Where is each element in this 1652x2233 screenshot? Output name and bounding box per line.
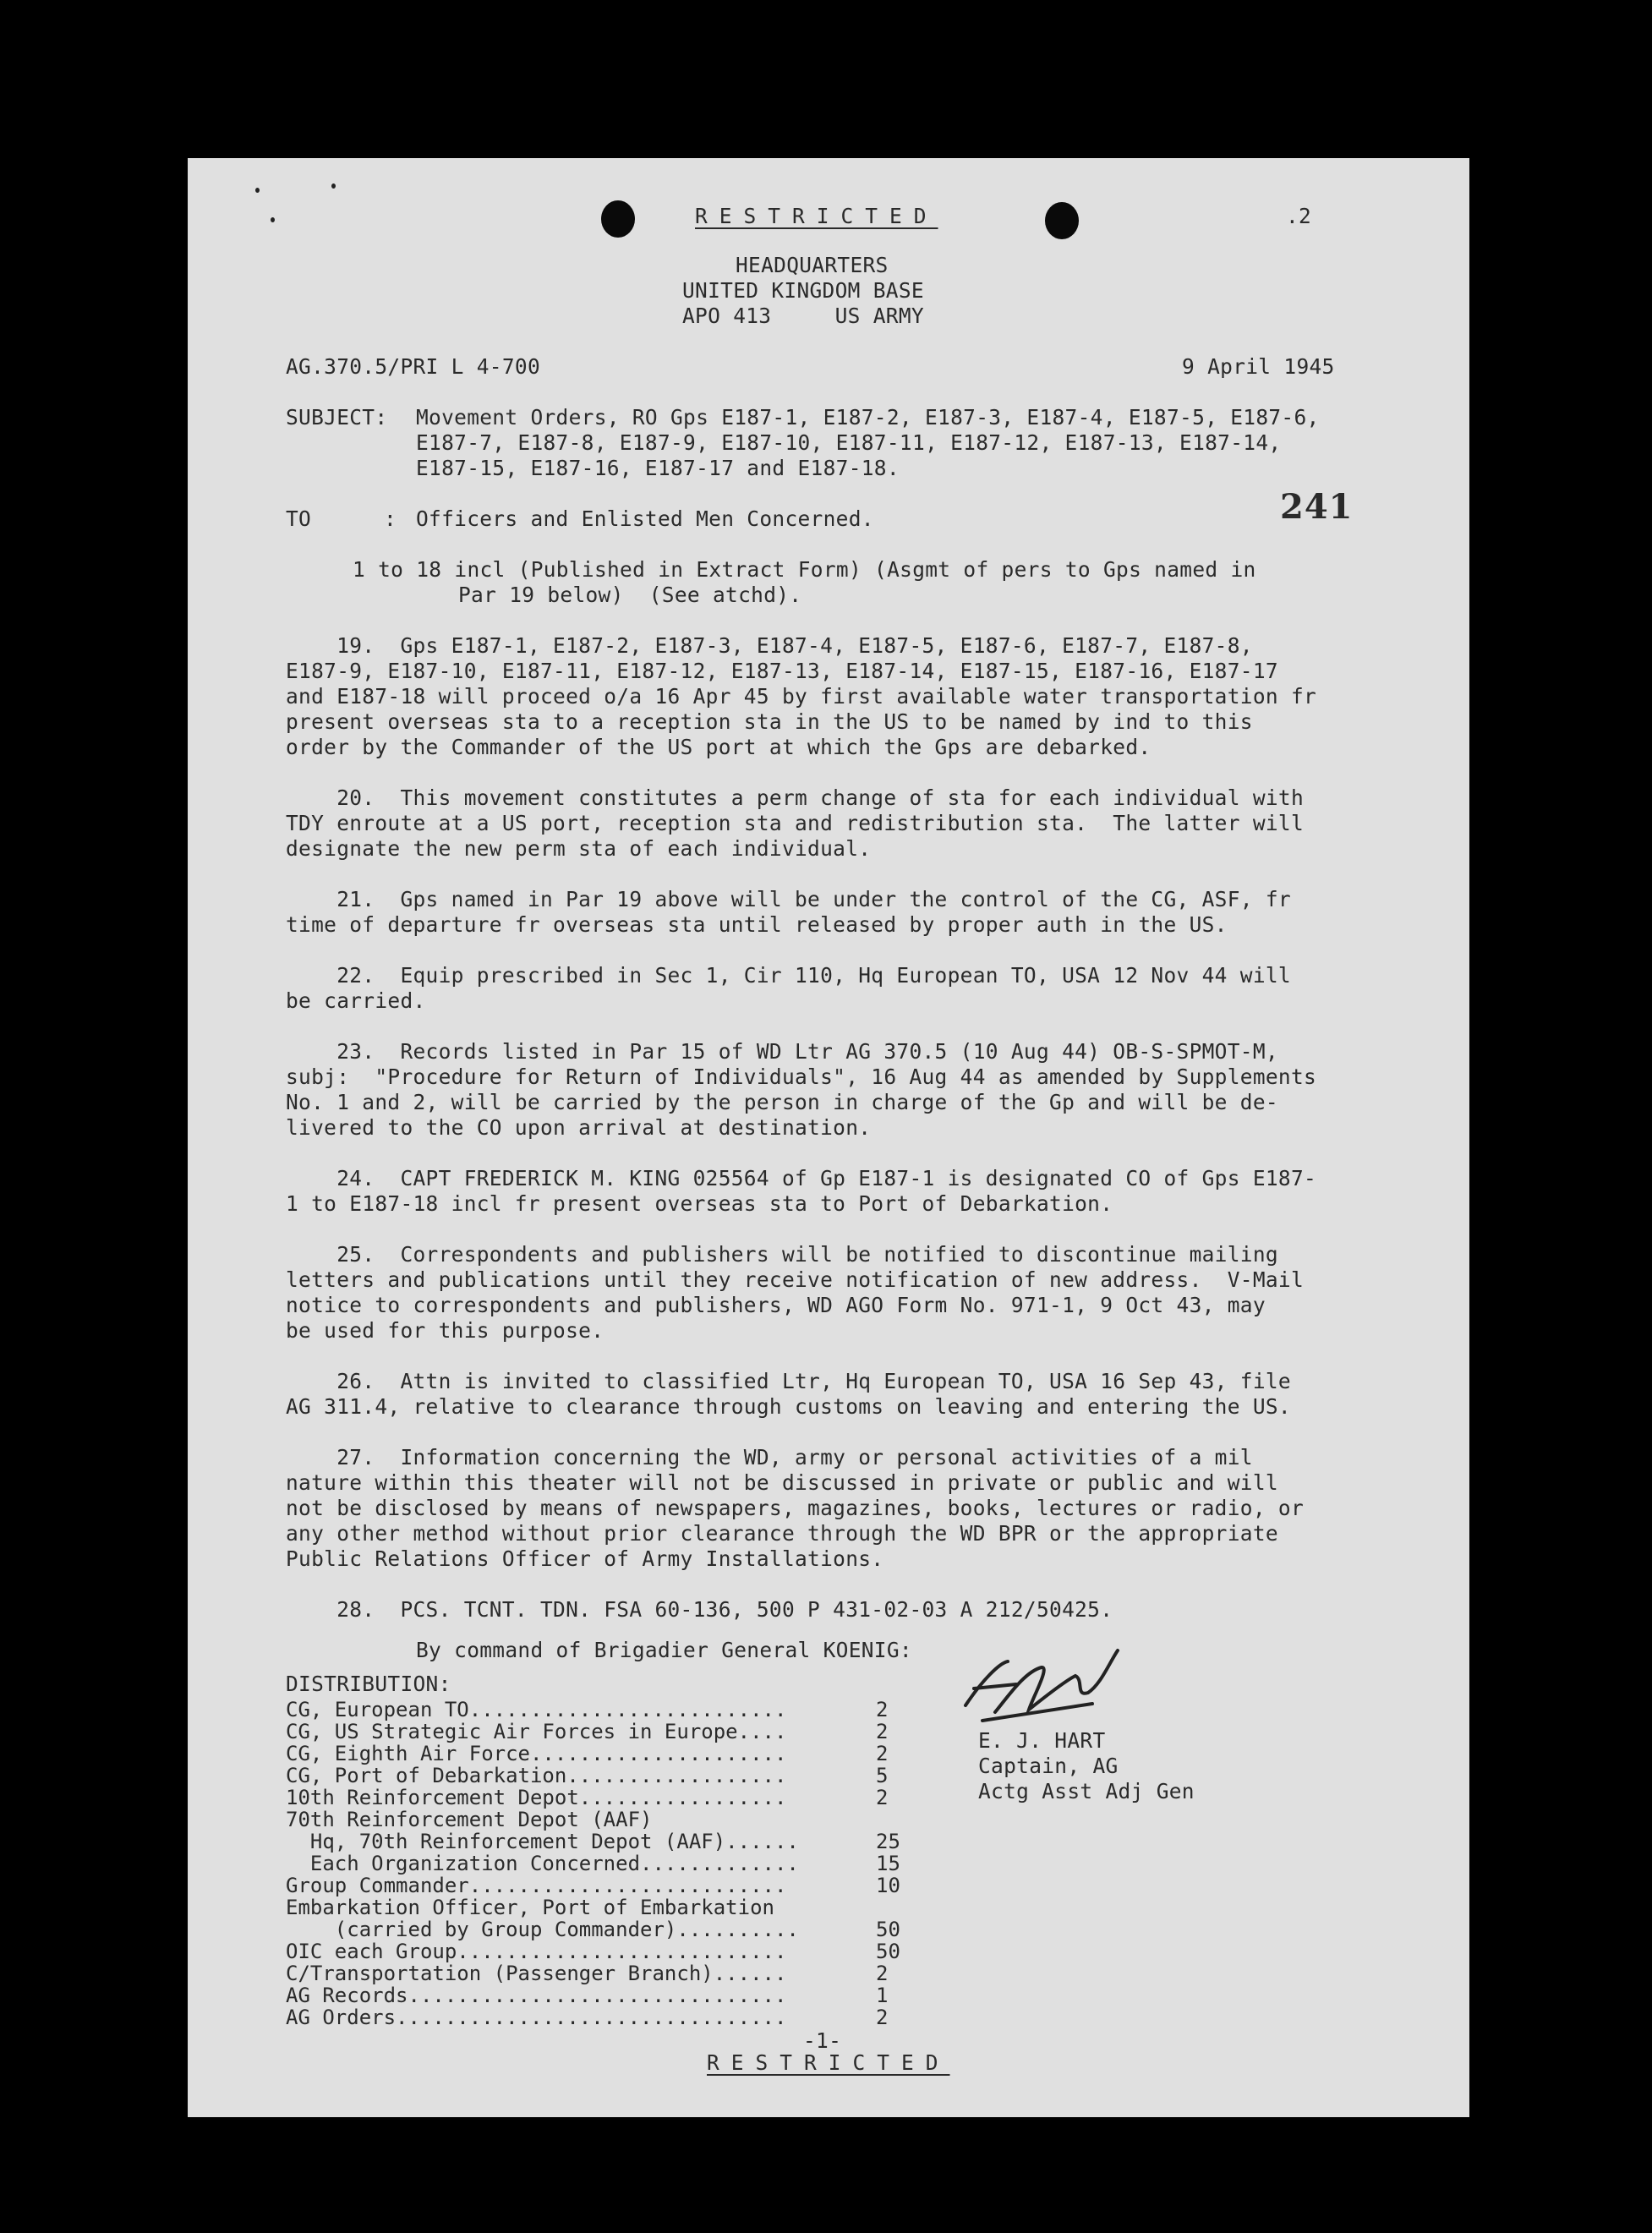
subject-label: SUBJECT:: [286, 405, 388, 430]
hq-line-1: HEADQUARTERS: [736, 253, 889, 277]
punch-hole-right: [1045, 202, 1079, 239]
paragraph-line: 19. Gps E187-1, E187-2, E187-3, E187-4, E187-5, E187-6, E187-7, E187-8,: [286, 633, 1253, 658]
paragraph-line: TDY enroute at a US port, reception sta and redistribution sta. The latter will: [286, 811, 1305, 835]
footer-page-number: -1-: [803, 2028, 842, 2053]
paragraph-line: present overseas sta to a reception sta in the US to be named by ind to this: [286, 709, 1253, 734]
distribution-row: [286, 2005, 1089, 2030]
paragraph-line: be used for this purpose.: [286, 1318, 604, 1343]
distribution-recipient: Hq, 70th Reinforcement Depot (AAF)......: [286, 1830, 799, 1853]
distribution-copies: 2: [876, 1786, 889, 1809]
distribution-recipient: Each Organization Concerned.............: [286, 1852, 799, 1875]
distribution-copies: 50: [876, 1940, 900, 1963]
paragraph-line: order by the Commander of the US port at which the Gps are debarked.: [286, 735, 1151, 759]
document-page: [188, 158, 1469, 2117]
distribution-copies: 2: [876, 2006, 889, 2029]
paragraph-line: Public Relations Officer of Army Installations.: [286, 1546, 884, 1571]
paragraph-line: 22. Equip prescribed in Sec 1, Cir 110, Hq European TO, USA 12 Nov 44 will: [286, 963, 1291, 988]
distribution-recipient: CG, European TO..........................: [286, 1698, 787, 1721]
distribution-recipient: Embarkation Officer, Port of Embarkation: [286, 1896, 774, 1919]
to-recipients: Officers and Enlisted Men Concerned.: [416, 506, 874, 531]
distribution-copies: 1: [876, 1984, 889, 2007]
document-date: 9 April 1945: [1182, 354, 1335, 379]
signer-name: E. J. HART: [978, 1728, 1106, 1753]
distribution-recipient: AG Records...............................: [286, 1984, 787, 2007]
distribution-recipient: 70th Reinforcement Depot (AAF): [286, 1808, 653, 1831]
ink-speck: [331, 183, 336, 189]
paragraph-line: 24. CAPT FREDERICK M. KING 025564 of Gp E187-1 is designated CO of Gps E187-: [286, 1166, 1317, 1190]
distribution-title: DISTRIBUTION:: [286, 1672, 451, 1696]
subject-line: E187-7, E187-8, E187-9, E187-10, E187-11, E187-12, E187-13, E187-14,: [416, 430, 1282, 455]
distribution-recipient: OIC each Group...........................: [286, 1940, 787, 1963]
paragraph-line: 23. Records listed in Par 15 of WD Ltr AG 370.5 (10 Aug 44) OB-S-SPMOT-M,: [286, 1039, 1278, 1064]
distribution-copies: 2: [876, 1962, 889, 1985]
ink-speck: [271, 217, 275, 222]
paragraph-line: time of departure fr overseas sta until released by proper auth in the US.: [286, 912, 1228, 937]
paragraph-line: 21. Gps named in Par 19 above will be under the control of the CG, ASF, fr: [286, 887, 1291, 911]
distribution-copies: 15: [876, 1852, 900, 1875]
paragraph-line: designate the new perm sta of each individual.: [286, 836, 872, 861]
distribution-recipient: CG, Port of Debarkation..................: [286, 1764, 787, 1787]
paragraph-line: and E187-18 will proceed o/a 16 Apr 45 by first available water transportation fr: [286, 684, 1317, 709]
to-label: TO: [286, 506, 312, 531]
paragraph-line: No. 1 and 2, will be carried by the person in charge of the Gp and will be de-: [286, 1090, 1278, 1114]
signer-rank: Captain, AG: [978, 1754, 1119, 1778]
distribution-copies: 2: [876, 1698, 889, 1721]
distribution-recipient: CG, Eighth Air Force.....................: [286, 1742, 787, 1765]
paragraph-line: 28. PCS. TCNT. TDN. FSA 60-136, 500 P 431-02-03 A 212/50425.: [286, 1597, 1113, 1622]
hq-line-2: UNITED KINGDOM BASE: [682, 278, 924, 303]
intro-line: 1 to 18 incl (Published in Extract Form) (Asgmt of pers to Gps named in: [353, 557, 1256, 582]
paragraph-line: letters and publications until they receive notification of new address. V-Mail: [286, 1267, 1305, 1292]
hq-line-3: APO 413 US ARMY: [682, 304, 924, 328]
paragraph-line: 26. Attn is invited to classified Ltr, Hq European TO, USA 16 Sep 43, file: [286, 1369, 1291, 1393]
by-command-line: By command of Brigadier General KOENIG:: [416, 1638, 912, 1662]
paragraph-line: subj: "Procedure for Return of Individuals", 16 Aug 44 as amended by Supplements: [286, 1065, 1317, 1089]
distribution-recipient: 10th Reinforcement Depot.................: [286, 1786, 787, 1809]
distribution-recipient: C/Transportation (Passenger Branch)......: [286, 1962, 787, 1985]
signer-title: Actg Asst Adj Gen: [978, 1779, 1195, 1803]
paragraph-line: E187-9, E187-10, E187-11, E187-12, E187-13, E187-14, E187-15, E187-16, E187-17: [286, 659, 1278, 683]
restricted-top: RESTRICTED: [695, 204, 938, 228]
distribution-copies: 50: [876, 1918, 900, 1941]
page-number: .2: [1286, 204, 1312, 228]
subject-line: E187-15, E187-16, E187-17 and E187-18.: [416, 456, 900, 480]
distribution-copies: 2: [876, 1742, 889, 1765]
distribution-recipient: CG, US Strategic Air Forces in Europe....: [286, 1720, 787, 1743]
paragraph-line: 1 to E187-18 incl fr present overseas sta to Port of Debarkation.: [286, 1191, 1113, 1216]
paragraph-line: livered to the CO upon arrival at destination.: [286, 1115, 872, 1140]
ink-speck: [255, 188, 260, 193]
distribution-copies: 25: [876, 1830, 900, 1853]
intro-line: Par 19 below) (See atchd).: [458, 583, 802, 607]
paragraph-line: AG 311.4, relative to clearance through customs on leaving and entering the US.: [286, 1394, 1291, 1419]
distribution-recipient: AG Orders................................: [286, 2006, 787, 2029]
subject-line: Movement Orders, RO Gps E187-1, E187-2, E187-3, E187-4, E187-5, E187-6,: [416, 405, 1320, 430]
paragraph-line: 25. Correspondents and publishers will be notified to discontinue mailing: [286, 1242, 1278, 1267]
distribution-recipient: Group Commander..........................: [286, 1874, 787, 1897]
paragraph-line: any other method without prior clearance through the WD BPR or the appropriate: [286, 1521, 1278, 1546]
distribution-copies: 10: [876, 1874, 900, 1897]
distribution-copies: 5: [876, 1764, 889, 1787]
paragraph-line: nature within this theater will not be discussed in private or public and will: [286, 1470, 1278, 1495]
paragraph-line: 27. Information concerning the WD, army or personal activities of a mil: [286, 1445, 1253, 1470]
paragraph-line: notice to correspondents and publishers, WD AGO Form No. 971-1, 9 Oct 43, may: [286, 1293, 1266, 1317]
distribution-copies: 2: [876, 1720, 889, 1743]
restricted-bottom: RESTRICTED: [707, 2050, 950, 2075]
paragraph-line: 20. This movement constitutes a perm change of sta for each individual with: [286, 785, 1305, 810]
punch-hole-left: [601, 200, 635, 238]
stamped-number: 241: [1280, 487, 1354, 527]
distribution-recipient: (carried by Group Commander)..........: [286, 1918, 799, 1941]
paragraph-line: be carried.: [286, 988, 426, 1013]
reference-number: AG.370.5/PRI L 4-700: [286, 354, 541, 379]
paragraph-line: not be disclosed by means of newspapers, magazines, books, lectures or radio, or: [286, 1496, 1305, 1520]
to-colon: :: [384, 506, 397, 531]
